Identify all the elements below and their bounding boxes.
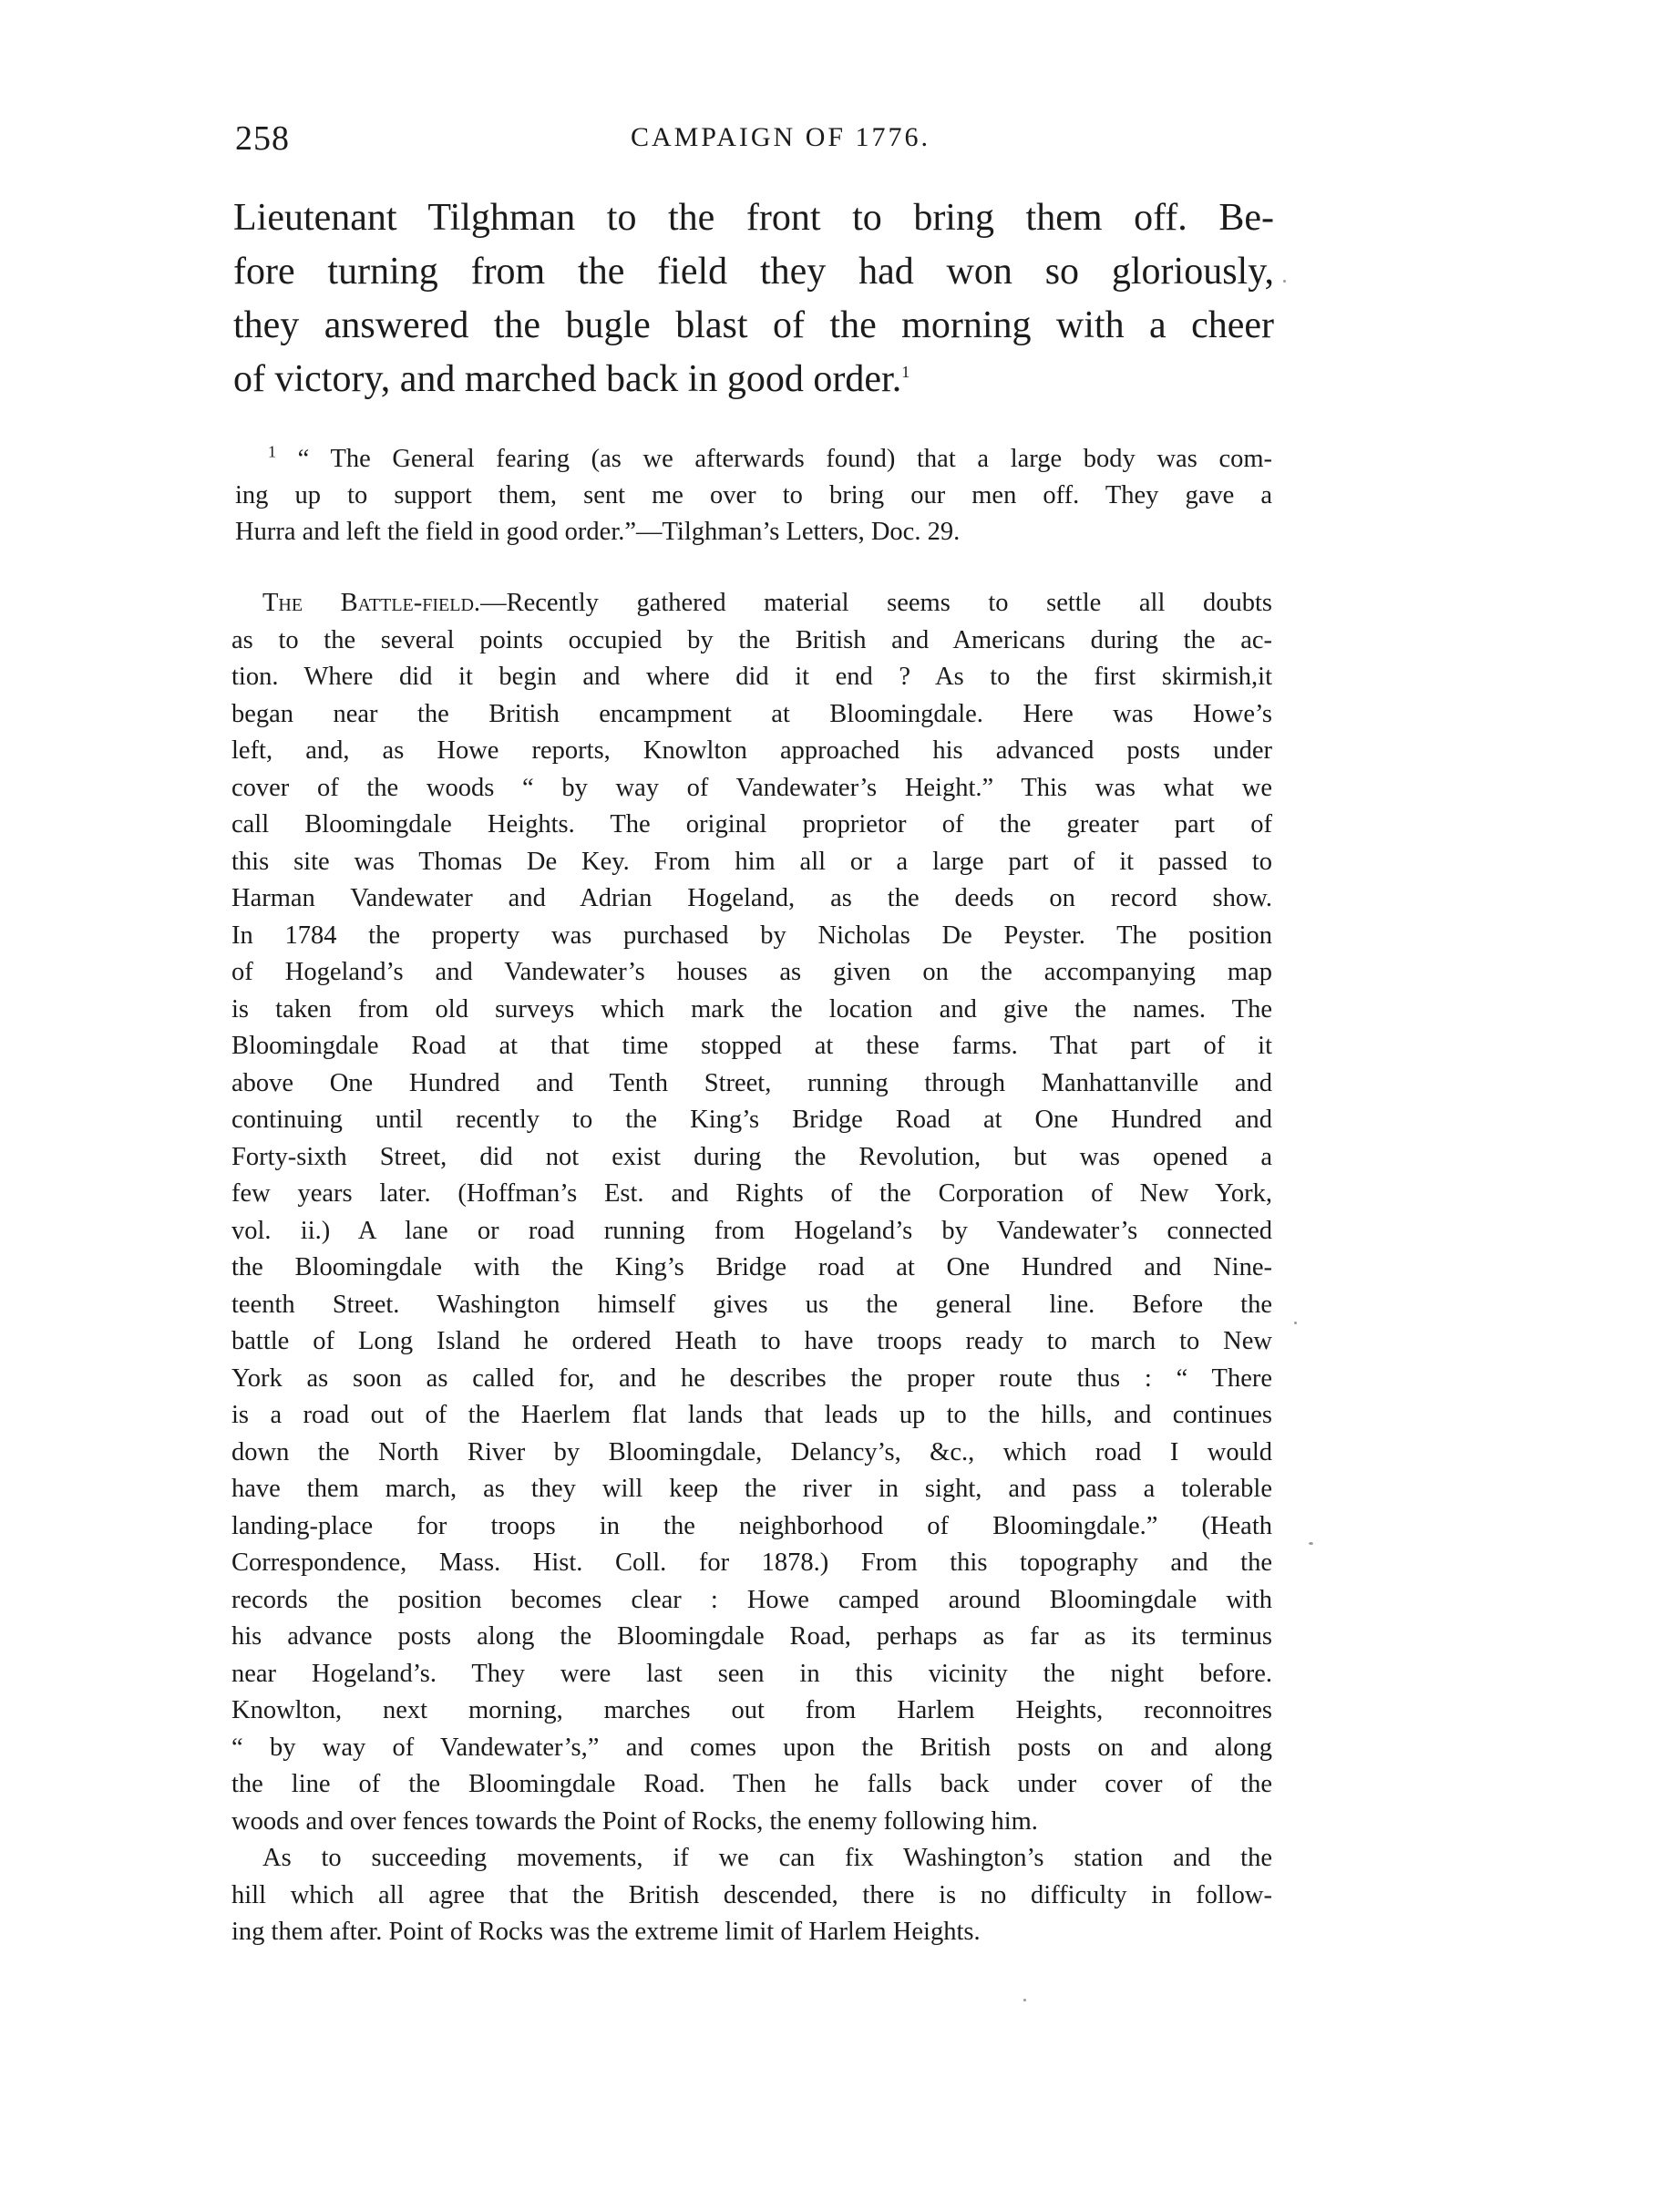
note-line: the Bloomingdale with the King’s Bridge road at One Hundred and Nine-: [231, 1253, 1272, 1281]
running-head: [235, 118, 1271, 164]
note-line: In 1784 the property was purchased by Nicholas De Peyster. The position: [231, 921, 1272, 950]
note-line: vol. ii.) A lane or road running from Hogeland’s by Vandewater’s connected: [231, 1216, 1272, 1245]
note-line: battle of Long Island he ordered Heath to have troops ready to march to New: [231, 1327, 1272, 1355]
note-line: began near the British encampment at Bloomingdale. Here was Howe’s: [231, 699, 1272, 728]
note-line: hill which all agree that the British descended, there is no difficulty in follow-: [231, 1880, 1272, 1909]
note-line: this site was Thomas De Key. From him all or a large part of it passed to: [231, 847, 1272, 876]
footnote-line-text: “ The General fearing (as we afterwards found) that a large body was com-: [297, 445, 1273, 473]
note-line: above One Hundred and Tenth Street, running through Manhattanville and: [231, 1068, 1272, 1097]
note-line: teenth Street. Washington himself gives us the general line. Before the: [231, 1290, 1272, 1319]
paper-speck: [1283, 280, 1286, 283]
footnote-marker: 1: [268, 442, 276, 461]
paper-speck: [1023, 1999, 1026, 2001]
note-line: landing-place for troops in the neighborhood of Bloomingdale.” (Heath: [231, 1511, 1272, 1540]
note-line: woods and over fences towards the Point of Rocks, the enemy following him.: [231, 1806, 1038, 1836]
note-line: “ by way of Vandewater’s,” and comes upon the British posts on and along: [231, 1733, 1272, 1762]
note-line: near Hogeland’s. They were last seen in this vicinity the night before.: [231, 1659, 1272, 1688]
footnote-line: ing up to support them, sent me over to bring our men off. They gave a: [235, 481, 1272, 509]
footnote-line: [235, 441, 1272, 478]
note-heading: The Battle-field.: [262, 589, 481, 617]
note-line: his advance posts along the Bloomingdale Road, perhaps as far as its terminus: [231, 1622, 1272, 1651]
note-line: Harman Vandewater and Adrian Hogeland, as the deeds on record show.: [231, 884, 1272, 912]
note-line: Correspondence, Mass. Hist. Coll. for 1878.) From this topography and the: [231, 1548, 1272, 1577]
footnote-reference: 1: [901, 363, 910, 381]
note-line: Knowlton, next morning, marches out from Harlem Heights, reconnoitres: [231, 1696, 1272, 1724]
note-line: is a road out of the Haerlem flat lands that leads up to the hills, and continues: [231, 1401, 1272, 1429]
body-line: Lieutenant Tilghman to the front to bring them off. Be-: [233, 197, 1274, 239]
body-line-last: [233, 353, 1274, 406]
note-line: continuing until recently to the King’s Bridge Road at One Hundred and: [231, 1106, 1272, 1134]
paper-speck: [1294, 1322, 1297, 1324]
body-line-text: of victory, and marched back in good order.: [233, 358, 902, 400]
footnote-line: Hurra and left the field in good order.”—Tilghman’s Letters, Doc. 29.: [235, 518, 961, 546]
note-line: records the position becomes clear : Howe camped around Bloomingdale with: [231, 1585, 1272, 1614]
note-line: York as soon as called for, and he describes the proper route thus : “ There: [231, 1363, 1272, 1393]
note-line-text: —Recently gathered material seems to settle all doubts: [480, 589, 1272, 617]
page-number: 258: [235, 119, 290, 158]
note-line: is taken from old surveys which mark the location and give the names. The: [231, 994, 1272, 1024]
paper-speck: [1309, 1542, 1313, 1545]
note-line: left, and, as Howe reports, Knowlton approached his advanced posts under: [231, 736, 1272, 765]
note-line: ing them after. Point of Rocks was the extreme limit of Harlem Heights.: [231, 1918, 981, 1946]
note-line: call Bloomingdale Heights. The original proprietor of the greater part of: [231, 810, 1272, 839]
note-line: As to succeeding movements, if we can fix Washington’s station and the: [262, 1844, 1272, 1872]
note-line: have them march, as they will keep the river in sight, and pass a tolerable: [231, 1475, 1272, 1503]
note-line: down the North River by Bloomingdale, Delancy’s, &c., which road I would: [231, 1437, 1272, 1466]
main-text-block: [233, 191, 1274, 406]
battlefield-note: [231, 585, 1272, 1951]
note-line: tion. Where did it begin and where did it end ? As to the first skirmish,it: [231, 663, 1272, 691]
note-line: Forty-sixth Street, did not exist during the Revolution, but was opened a: [231, 1142, 1272, 1171]
footnote: [235, 441, 1272, 550]
note-line: the line of the Bloomingdale Road. Then he falls back under cover of the: [231, 1770, 1272, 1798]
note-line: of Hogeland’s and Vandewater’s houses as given on the accompanying map: [231, 958, 1272, 986]
note-line: few years later. (Hoffman’s Est. and Rights of the Corporation of New York,: [231, 1179, 1272, 1208]
note-line: [231, 585, 1272, 622]
note-line: as to the several points occupied by the British and Americans during the ac-: [231, 625, 1272, 654]
body-line: fore turning from the field they had won so gloriously,: [233, 251, 1274, 293]
note-line: Bloomingdale Road at that time stopped at these farms. That part of it: [231, 1032, 1272, 1060]
running-title: CAMPAIGN OF 1776.: [630, 122, 931, 152]
body-line: they answered the bugle blast of the morning with a cheer: [233, 304, 1274, 346]
note-line: cover of the woods “ by way of Vandewater’s Height.” This was what we: [231, 773, 1272, 802]
